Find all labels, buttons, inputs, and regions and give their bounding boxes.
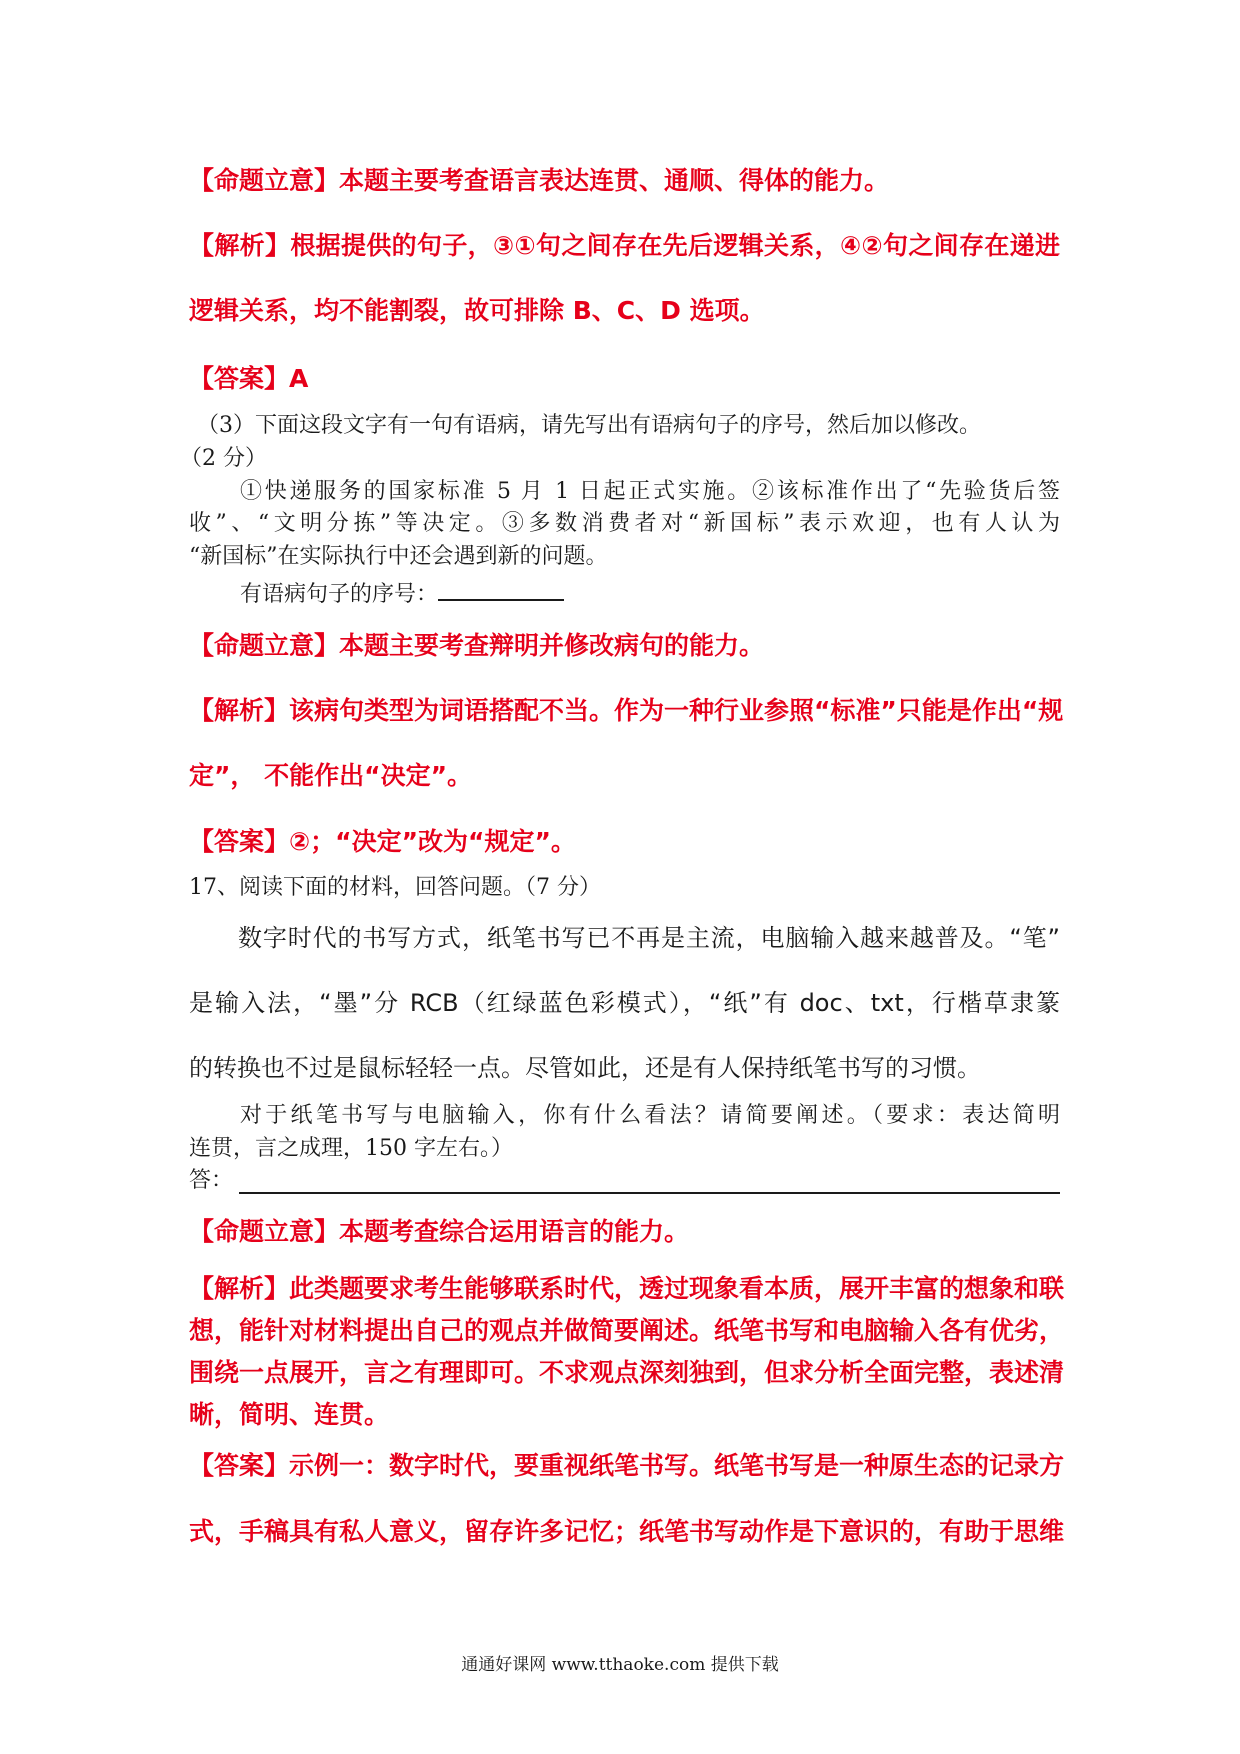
q16b-analysis-line1: 【解析】根据提供的句子，③①句之间存在先后逻辑关系，④②句之间存在递进: [189, 231, 1060, 260]
q16c-passage-line2: 收”、“文明分拣”等决定。③多数消费者对“新国标”表示欢迎，也有人认为: [189, 511, 1060, 536]
q16c-passage-line1: ①快递服务的国家标准 5 月 1 日起正式实施。②该标准作出了“先验货后签: [240, 479, 1060, 504]
q17-analysis-line2: 想，能针对材料提出自己的观点并做简要阐述。纸笔书写和电脑输入各有优劣，: [189, 1316, 1065, 1345]
q16c-answer-blank[interactable]: [438, 577, 564, 601]
q16b-answer: 【答案】A: [189, 364, 309, 393]
q17-title: 17、阅读下面的材料，回答问题。（7 分）: [189, 875, 601, 900]
q16c-answer-label: 有语病句子的序号：: [240, 582, 439, 607]
q16c-answer-row: [240, 577, 1060, 608]
page-footer: 通通好课网 www.tthaoke.com 提供下载: [461, 1655, 779, 1675]
q16c-analysis-line2: 定”， 不能作出“决定”。: [189, 761, 472, 790]
q17-material-line3: 的转换也不过是鼠标轻轻一点。尽管如此，还是有人保持纸笔书写的习惯。: [189, 1054, 981, 1082]
q16c-prompt-line1: （3）下面这段文字有一句有语病，请先写出有语病句子的序号，然后加以修改。: [197, 413, 981, 438]
q17-question-line2: 连贯，言之成理，150 字左右。）: [189, 1136, 513, 1161]
q16c-prompt-line2: （2 分）: [180, 446, 267, 471]
q17-answer-label: 答：: [189, 1168, 234, 1193]
q17-answer-line1: 【答案】示例一：数字时代，要重视纸笔书写。纸笔书写是一种原生态的记录方: [189, 1451, 1065, 1480]
q17-material-line1: 数字时代的书写方式，纸笔书写已不再是主流，电脑输入越来越普及。“笔”: [238, 924, 1060, 952]
q17-analysis-line3: 围绕一点展开，言之有理即可。不求观点深刻独到，但求分析全面完整，表述清: [189, 1358, 1065, 1387]
q17-material-line2: 是输入法，“墨”分 RCB（红绿蓝色彩模式），“纸”有 doc、txt，行楷草隶篆: [189, 989, 1060, 1017]
q17-answer-blank[interactable]: [239, 1170, 1060, 1194]
q16b-intent: 【命题立意】本题主要考查语言表达连贯、通顺、得体的能力。: [189, 166, 890, 195]
q17-analysis-line1: 【解析】此类题要求考生能够联系时代，透过现象看本质，展开丰富的想象和联: [189, 1274, 1065, 1303]
q17-answer-row: [189, 1168, 1060, 1194]
q17-answer-line2: 式，手稿具有私人意义，留存许多记忆；纸笔书写动作是下意识的，有助于思维: [189, 1517, 1065, 1546]
q17-intent: 【命题立意】本题考查综合运用语言的能力。: [189, 1217, 690, 1246]
q16c-intent: 【命题立意】本题主要考查辩明并修改病句的能力。: [189, 631, 765, 660]
q16c-analysis-line1: 【解析】该病句类型为词语搭配不当。作为一种行业参照“标准”只能是作出“规: [189, 696, 1064, 725]
q17-analysis-line4: 晰，简明、连贯。: [189, 1400, 390, 1429]
q16b-analysis-line2: 逻辑关系，均不能割裂，故可排除 B、C、D 选项。: [189, 296, 765, 325]
q17-question-line1: 对于纸笔书写与电脑输入，你有什么看法？请简要阐述。（要求：表达简明: [240, 1103, 1060, 1128]
q16c-answer: 【答案】②；“决定”改为“规定”。: [189, 827, 576, 856]
q16c-passage-line3: “新国标”在实际执行中还会遇到新的问题。: [189, 544, 608, 569]
